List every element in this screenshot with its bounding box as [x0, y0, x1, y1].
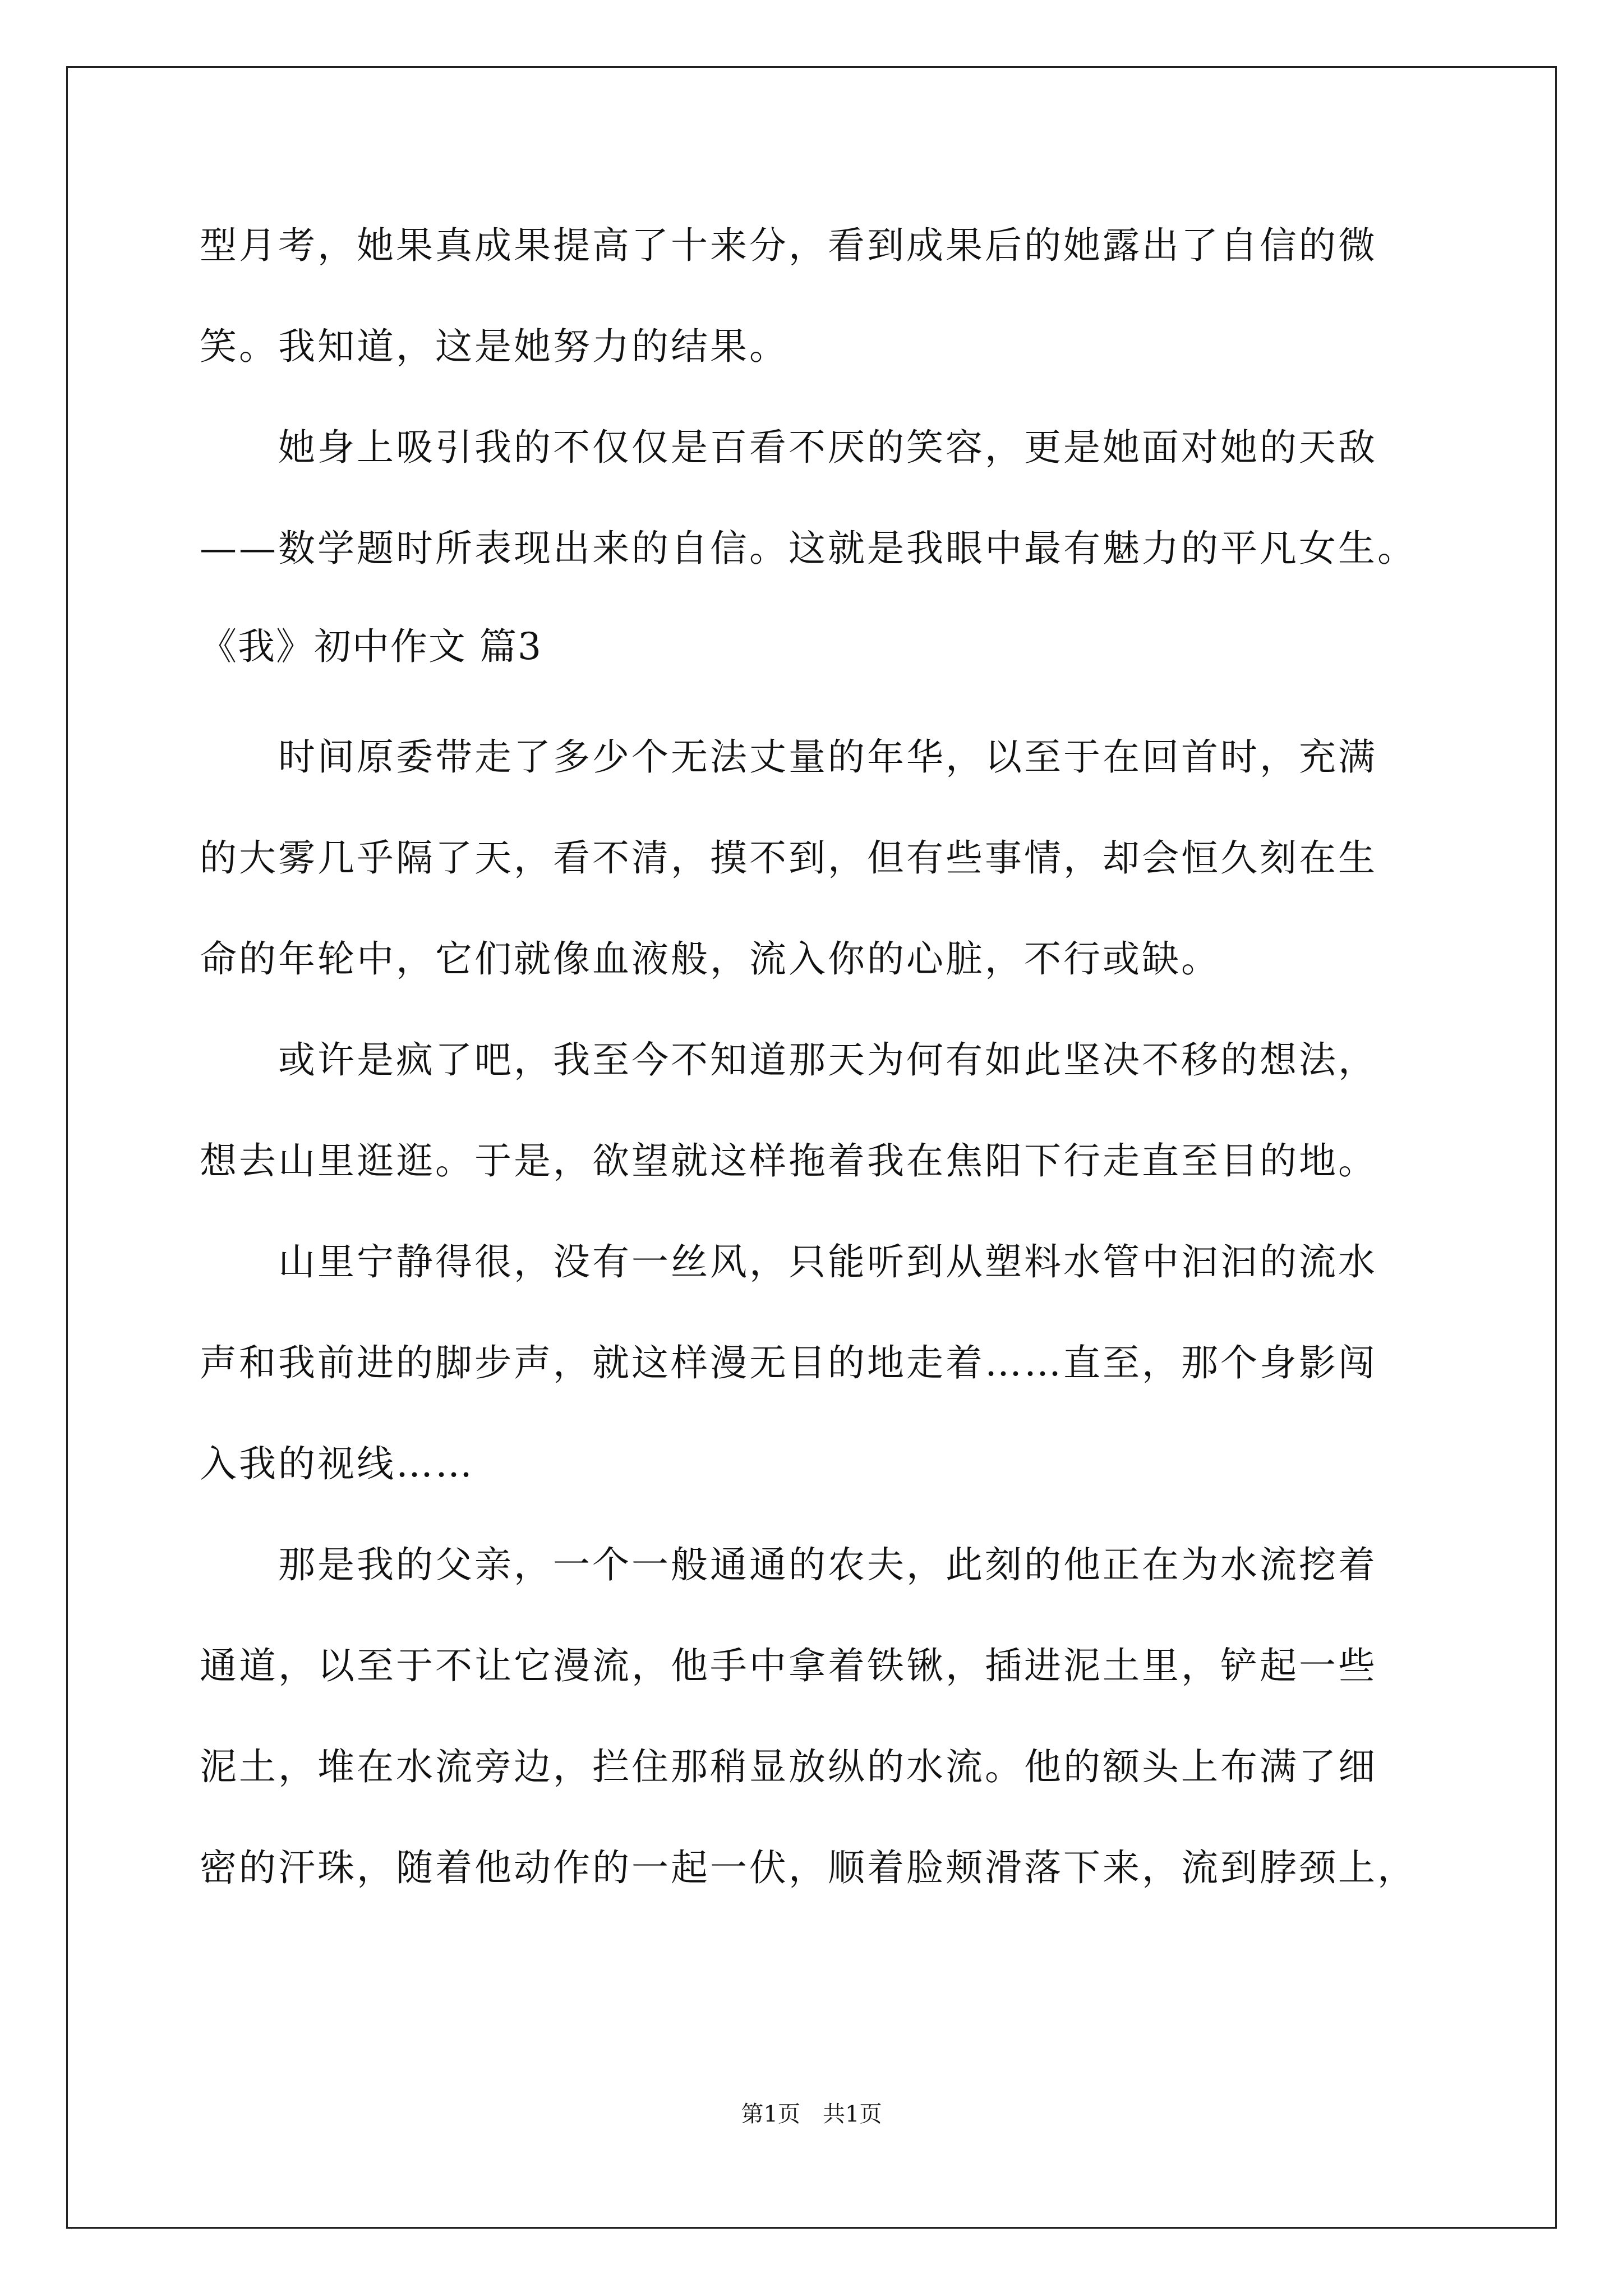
text-line: 或许是疯了吧，我至今不知道那天为何有如此坚决不移的想法，: [200, 1038, 1377, 1082]
text-line: 笑。我知道，这是她努力的结果。: [200, 325, 789, 368]
text-line: 山里宁静得很，没有一丝风，只能听到从塑料水管中汩汩的流水: [200, 1240, 1377, 1283]
text-line: 密的汗珠，随着他动作的一起一伏，顺着脸颊滑落下来，流到脖颈上，: [200, 1846, 1417, 1889]
text-line: ——数学题时所表现出来的自信。这就是我眼中最有魅力的平凡女生。: [200, 527, 1417, 570]
text-line: 想去山里逛逛。于是，欲望就这样拖着我在焦阳下行走直至目的地。: [200, 1139, 1377, 1182]
text-line: 入我的视线……: [200, 1442, 474, 1485]
text-line: 那是我的父亲，一个一般通通的农夫，此刻的他正在为水流挖着: [200, 1543, 1377, 1586]
text-line: 时间原委带走了多少个无法丈量的年华，以至于在回首时，充满: [200, 735, 1377, 779]
text-line: 型月考，她果真成果提高了十来分，看到成果后的她露出了自信的微: [200, 224, 1377, 267]
section-heading: 《我》初中作文 篇3: [200, 625, 542, 668]
text-line: 通道，以至于不让它漫流，他手中拿着铁锹，插进泥土里，铲起一些: [200, 1644, 1377, 1687]
text-line: 命的年轮中，它们就像血液般，流入你的心脏，不行或缺。: [200, 937, 1220, 981]
text-line: 声和我前进的脚步声，就这样漫无目的地走着……直至，那个身影闯: [200, 1341, 1377, 1384]
text-line: 泥土，堆在水流旁边，拦住那稍显放纵的水流。他的额头上布满了细: [200, 1745, 1377, 1788]
text-line: 她身上吸引我的不仅仅是百看不厌的笑容，更是她面对她的天敌: [200, 426, 1377, 469]
text-line: 的大雾几乎隔了天，看不清，摸不到，但有些事情，却会恒久刻在生: [200, 836, 1377, 880]
page-number-footer: 第1页 共1页: [741, 2101, 882, 2127]
